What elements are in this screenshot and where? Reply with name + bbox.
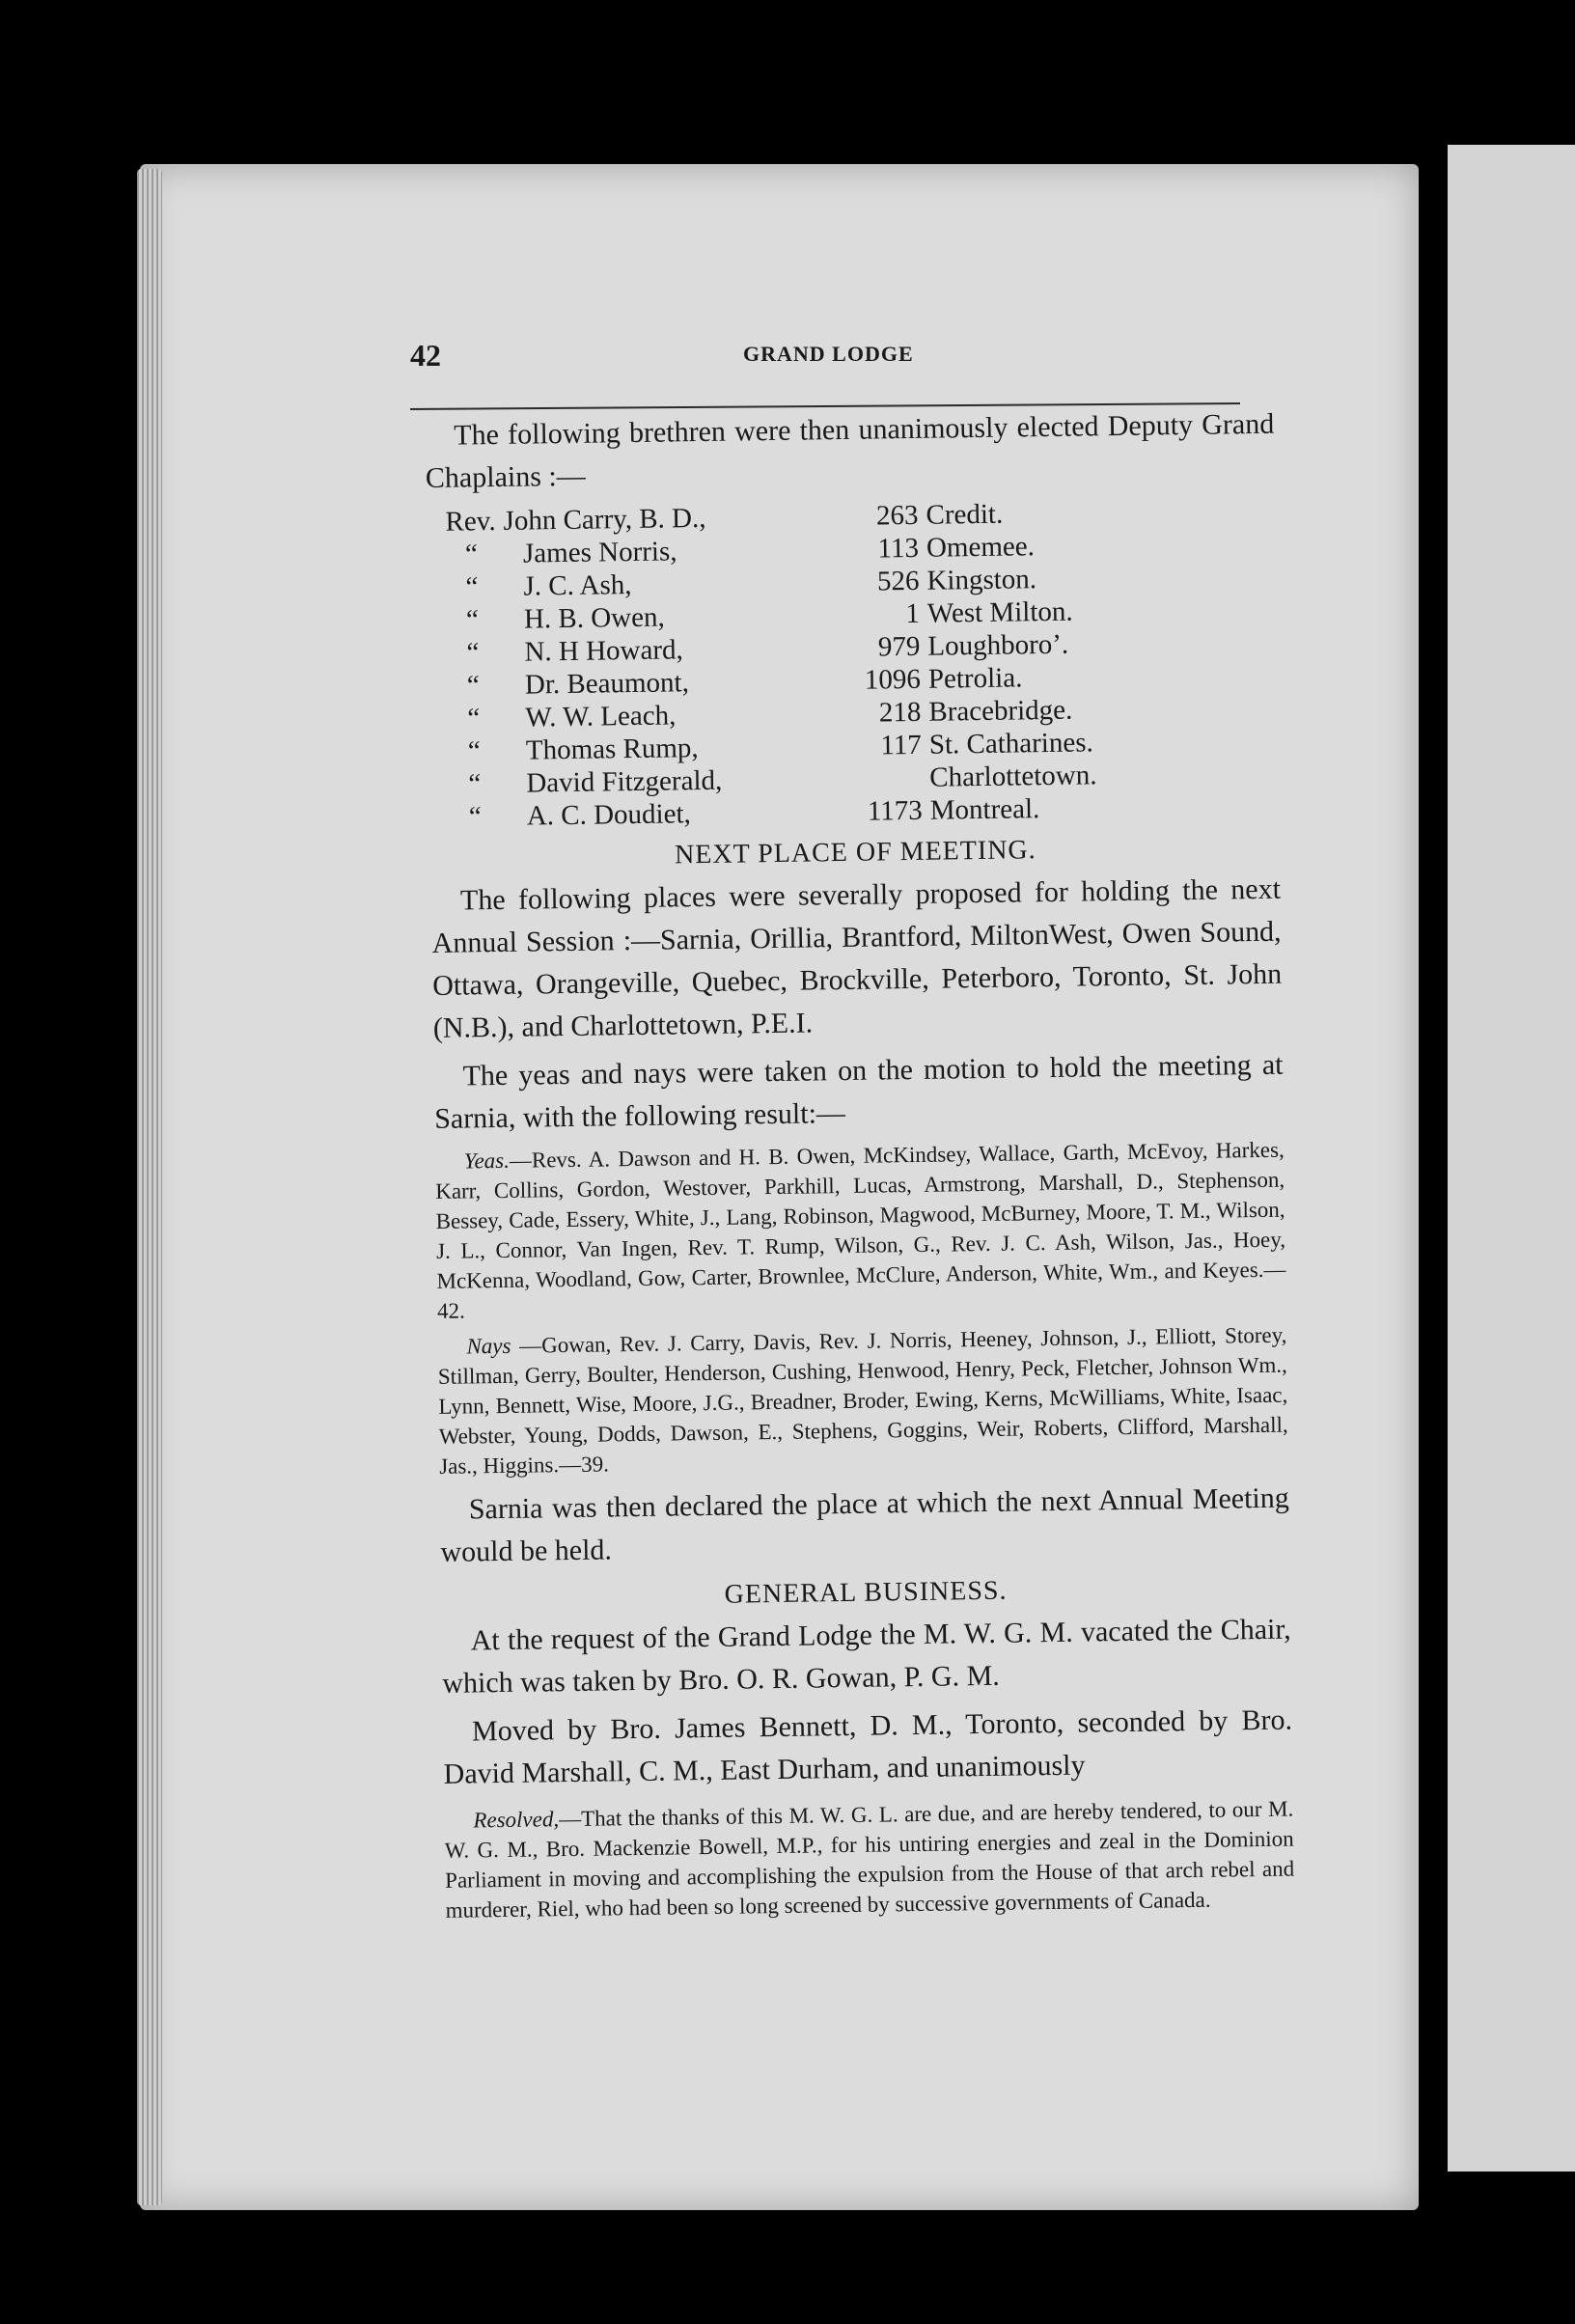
places-proposed-paragraph: The following places were severally proposed for holding the next Annual Session :—Sarnia, Orillia, Brantford, MiltonWest, Owen Sound, Ottawa, Orangeville, Quebec, Brockville, Peterboro, Toronto, St. John (N.B.), and Charlottetown, P.E.I. <box>431 872 1283 1044</box>
lodge-place: Credit. <box>926 498 1004 531</box>
resolved-label: Resolved, <box>473 1807 560 1833</box>
chaplain-name: H. B. Owen, <box>523 601 665 635</box>
yeas-names: —Revs. A. Dawson and H. B. Owen, McKindsey, Wallace, Garth, McEvoy, Harkes, Karr, Collins, Gordon, Westover, Parkhill, Lucas, Armstrong, Marshall, D., Stephenson, Bessey, Cade, Essery, White, J., Lang, Robinson, Magwood, McBurney, Moore, T. M., Wilson, J. L., Connor, Van Ingen, Rev. T. Rump, Wilson, G., Rev. J. C. Ash, Wilson, Jas., Hoey, McKenna, Woodland, Gow, Carter, Brownlee, McClure, Anderson, White, Wm., and Keyes.—42. <box>435 1137 1286 1323</box>
lodge-number: 526 <box>876 565 920 597</box>
resolution <box>444 1794 1295 1925</box>
page-edges <box>137 169 162 2205</box>
chaplain-name: David Fitzgerald, <box>526 764 723 799</box>
chaplain-prefix: “ <box>467 703 481 734</box>
lodge-place: West Milton. <box>926 595 1073 629</box>
chaplain-prefix: “ <box>465 604 480 636</box>
lodge-number: 979 <box>877 630 921 663</box>
moved-paragraph: Moved by Bro. James Bennett, D. M., Toronto, seconded by Bro. David Marshall, C. M., East Durham, and unanimously <box>443 1703 1293 1790</box>
lodge-number <box>849 761 922 795</box>
chaplain-prefix: “ <box>468 801 482 833</box>
book-spine <box>1421 145 1448 2172</box>
chaplain-prefix: “ <box>466 637 480 669</box>
chaplain-name: John Carry, B. D., <box>503 502 706 537</box>
lodge-place: Loughboro’. <box>927 628 1069 662</box>
lodge-place: Kingston. <box>926 564 1037 596</box>
chaplain-name: Dr. Beaumont, <box>524 667 690 701</box>
lodge-place: Bracebridge. <box>928 694 1073 728</box>
yeas-nays-paragraph: The yeas and nays were taken on the motion to hold the meeting at Sarnia, with the following result:— <box>433 1048 1284 1135</box>
lodge-place: Charlottetown. <box>929 760 1097 793</box>
running-head: GRAND LODGE <box>743 342 914 366</box>
page-header <box>410 338 1240 376</box>
chaplain-name: James Norris, <box>522 536 677 569</box>
chaplain-prefix: “ <box>464 539 479 570</box>
yeas-label: Yeas. <box>463 1148 511 1174</box>
chaplain-list <box>445 494 1280 834</box>
chaplain-name: A. C. Doudiet, <box>526 798 691 832</box>
chaplain-name: W. W. Leach, <box>525 700 677 733</box>
chaplain-name: J. C. Ash, <box>523 569 632 602</box>
lodge-number: 117 <box>880 729 923 761</box>
lodge-number: 1096 <box>864 663 922 696</box>
yeas-list <box>435 1135 1287 1326</box>
intro-paragraph: The following brethren were then unanimously elected Deputy Grand Chaplains :— <box>425 407 1275 494</box>
lodge-place: Petrolia. <box>927 662 1023 695</box>
chaplain-name: N. H Howard, <box>524 634 683 668</box>
lodge-number: 1173 <box>867 794 923 827</box>
lodge-place: Montreal. <box>929 793 1040 826</box>
lodge-number: 1 <box>905 597 921 630</box>
chaplain-prefix: Rev. <box>445 505 496 538</box>
lodge-number: 113 <box>877 532 920 565</box>
page-body <box>425 403 1295 1925</box>
sarnia-declared-paragraph: Sarnia was then declared the place at which the next Annual Meeting would be held. <box>440 1481 1289 1568</box>
next-meeting-heading: NEXT PLACE OF MEETING. <box>674 835 1036 871</box>
resolution-text: —That the thanks of this M. W. G. L. are due, and are hereby tendered, to our M. W. G. M., Bro. Mackenzie Bowell, M.P., for his untiring energies and zeal in the Dominion Parliament in moving and accomplishing the expulsion from the House of that arch rebel and murderer, Riel, who had been so long screened by successive governments of Canada. <box>444 1796 1295 1923</box>
lodge-place: St. Catharines. <box>928 727 1093 761</box>
chair-paragraph: At the request of the Grand Lodge the M. W. G. M. vacated the Chair, which was taken by Bro. O. R. Gowan, P. G. M. <box>442 1613 1291 1700</box>
lodge-place: Omemee. <box>926 531 1036 564</box>
facing-page <box>1448 145 1575 2172</box>
chaplain-prefix: “ <box>468 768 482 800</box>
chaplain-prefix: “ <box>465 571 479 603</box>
page-number: 42 <box>410 338 441 373</box>
chaplain-prefix: “ <box>466 670 481 702</box>
chaplain-name: Thomas Rump, <box>525 733 699 766</box>
lodge-number: 218 <box>878 696 922 729</box>
nays-names: —Gowan, Rev. J. Carry, Davis, Rev. J. Norris, Heeney, Johnson, J., Elliott, Storey, Stillman, Gerry, Boulter, Henderson, Cushing, Henwood, Henry, Peck, Fletcher, Johnson Wm., Lynn, Bennett, Wise, Moore, J.G., Breadner, Broder, Ewing, Kerns, McWilliams, White, Isaac, Webster, Young, Dodds, Dawson, E., Stephens, Goggins, Weir, Roberts, Clifford, Marshall, Jas., Higgins.—39. <box>437 1322 1288 1479</box>
nays-list <box>437 1320 1288 1481</box>
nays-label: Nays <box>466 1333 511 1359</box>
general-business-heading: GENERAL BUSINESS. <box>724 1575 1008 1610</box>
chaplain-prefix: “ <box>467 735 481 767</box>
lodge-number: 263 <box>875 499 919 532</box>
